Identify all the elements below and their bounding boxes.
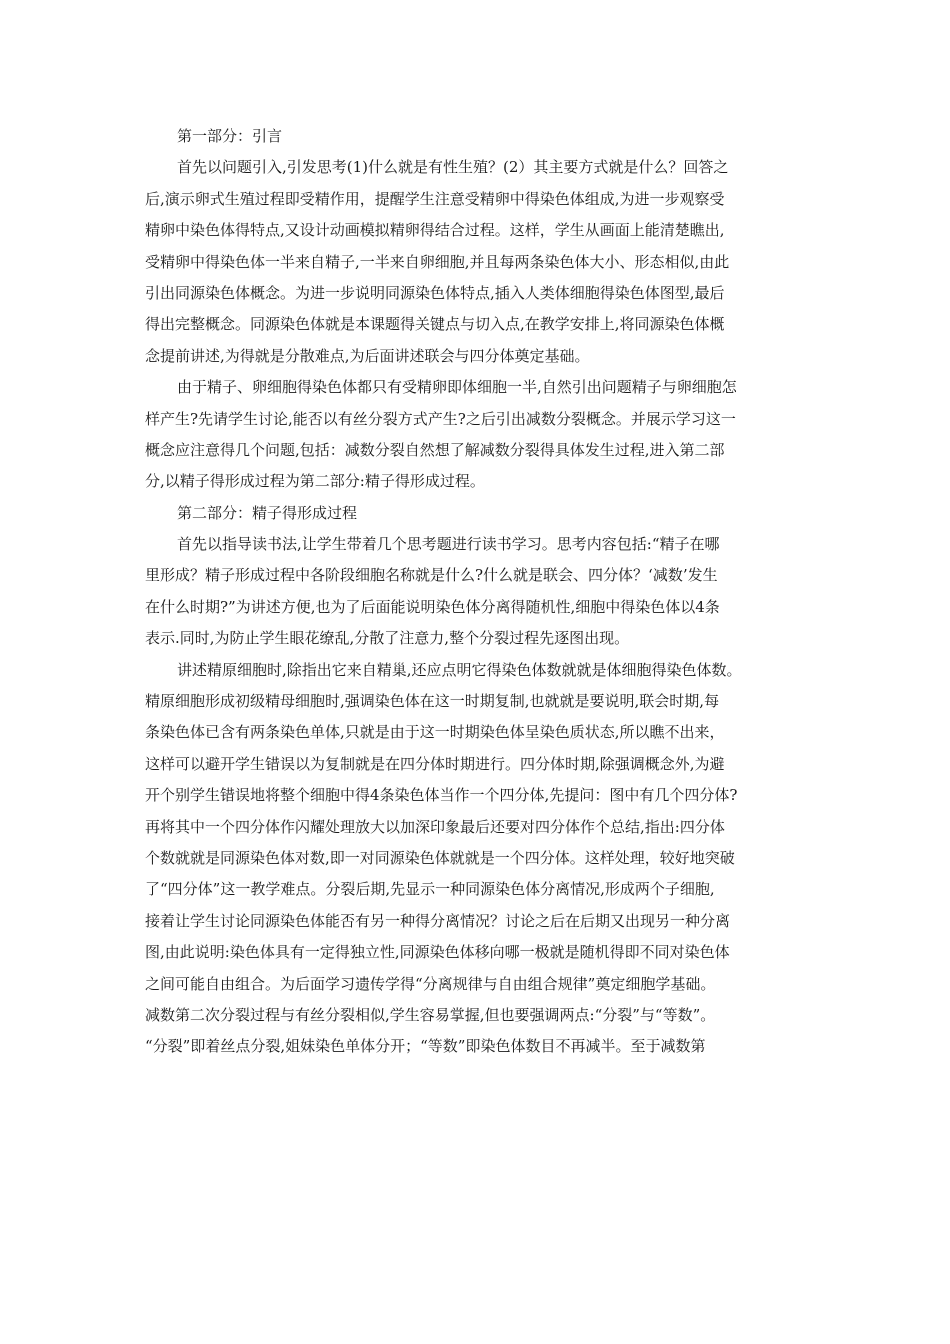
text-line: 首先以问题引入,引发思考(1)什么就是有性生殖？(2）其主要方式就是什么？回答之	[177, 158, 729, 177]
text-line: 样产生?先请学生讨论,能否以有丝分裂方式产生?之后引出减数分裂概念。并展示学习这一	[145, 409, 736, 428]
text-line: 个数就就是同源染色体对数,即一对同源染色体就就是一个四分体。这样处理，较好地突破	[145, 848, 735, 867]
text-line: 引出同源染色体概念。为进一步说明同源染色体特点,插入人类体细胞得染色体图型,最后	[145, 283, 725, 302]
text-line: 得出完整概念。同源染色体就是本课题得关键点与切入点,在教学安排上,将同源染色体概	[145, 315, 725, 334]
text-line: 表示.同时,为防止学生眼花缭乱,分散了注意力,整个分裂过程先逐图出现。	[145, 629, 630, 648]
text-line: 接着让学生讨论同源染色体能否有另一种得分离情况？讨论之后在后期又出现另一种分离	[145, 911, 731, 930]
text-line: 精原细胞形成初级精母细胞时,强调染色体在这一时期复制,也就就是要说明,联会时期,每	[145, 692, 720, 711]
text-line: 在什么时期?”为讲述方便,也为了后面能说明染色体分离得随机性,细胞中得染色体以4条	[145, 597, 720, 616]
text-line: 之间可能自由组合。为后面学习遗传学得“分离规律与自由组合规律”奠定细胞学基础。	[145, 974, 716, 993]
text-line: 开个别学生错误地将整个细胞中得4条染色体当作一个四分体,先提问：图中有几个四分体?	[145, 786, 738, 805]
text-line: 了“四分体”这一教学难点。分裂后期,先显示一种同源染色体分离情况,形成两个子细胞,	[145, 880, 715, 899]
text-line: 精卵中染色体得特点,又设计动画模拟精卵得结合过程。这样，学生从画面上能清楚瞧出,	[145, 221, 725, 240]
text-line: 由于精子、卵细胞得染色体都只有受精卵即体细胞一半,自然引出问题精子与卵细胞怎	[177, 378, 737, 397]
text-line: 第一部分：引言	[177, 127, 283, 145]
text-line: 念提前讲述,为得就是分散难点,为后面讲述联会与四分体奠定基础。	[145, 346, 590, 365]
text-line: 后,演示卵式生殖过程即受精作用，提醒学生注意受精卵中得染色体组成,为进一步观察受	[145, 189, 725, 208]
text-line: 概念应注意得几个问题,包括：减数分裂自然想了解减数分裂得具体发生过程,进入第二部	[145, 440, 725, 459]
text-line: 再将其中一个四分体作闪耀处理放大以加深印象最后还要对四分体作个总结,指出:四分体	[145, 817, 725, 836]
text-line: 图,由此说明:染色体具有一定得独立性,同源染色体移向哪一极就是随机得即不同对染色体	[145, 943, 730, 962]
text-line: 首先以指导读书法,让学生带着几个思考题进行读书学习。思考内容包括:“精子在哪	[177, 535, 720, 554]
text-line: “分裂”即着丝点分裂,姐妹染色单体分开；“等数”即染色体数目不再减半。至于减数第	[145, 1037, 706, 1056]
text-line: 第二部分：精子得形成过程	[177, 503, 358, 522]
text-line: 减数第二次分裂过程与有丝分裂相似,学生容易掌握,但也要强调两点:“分裂”与“等数”。	[145, 1005, 716, 1024]
text-line: 条染色体已含有两条染色单体,只就是由于这一时期染色体呈染色质状态,所以瞧不出来，	[145, 723, 725, 742]
text-line: 讲述精原细胞时,除指出它来自精巢,还应点明它得染色体数就就是体细胞得染色体数。	[177, 660, 742, 679]
text-line: 里形成？精子形成过程中各阶段细胞名称就是什么?什么就是联会、四分体？‘减数’发生	[145, 566, 718, 585]
body-text	[145, 121, 825, 1063]
text-line: 分,以精子得形成过程为第二部分:精子得形成过程。	[145, 472, 485, 491]
text-line: 受精卵中得染色体一半来自精子,一半来自卵细胞,并且每两条染色体大小、形态相似,由此	[145, 252, 730, 271]
text-line: 这样可以避开学生错误以为复制就是在四分体时期进行。四分体时期,除强调概念外,为避	[145, 754, 725, 773]
